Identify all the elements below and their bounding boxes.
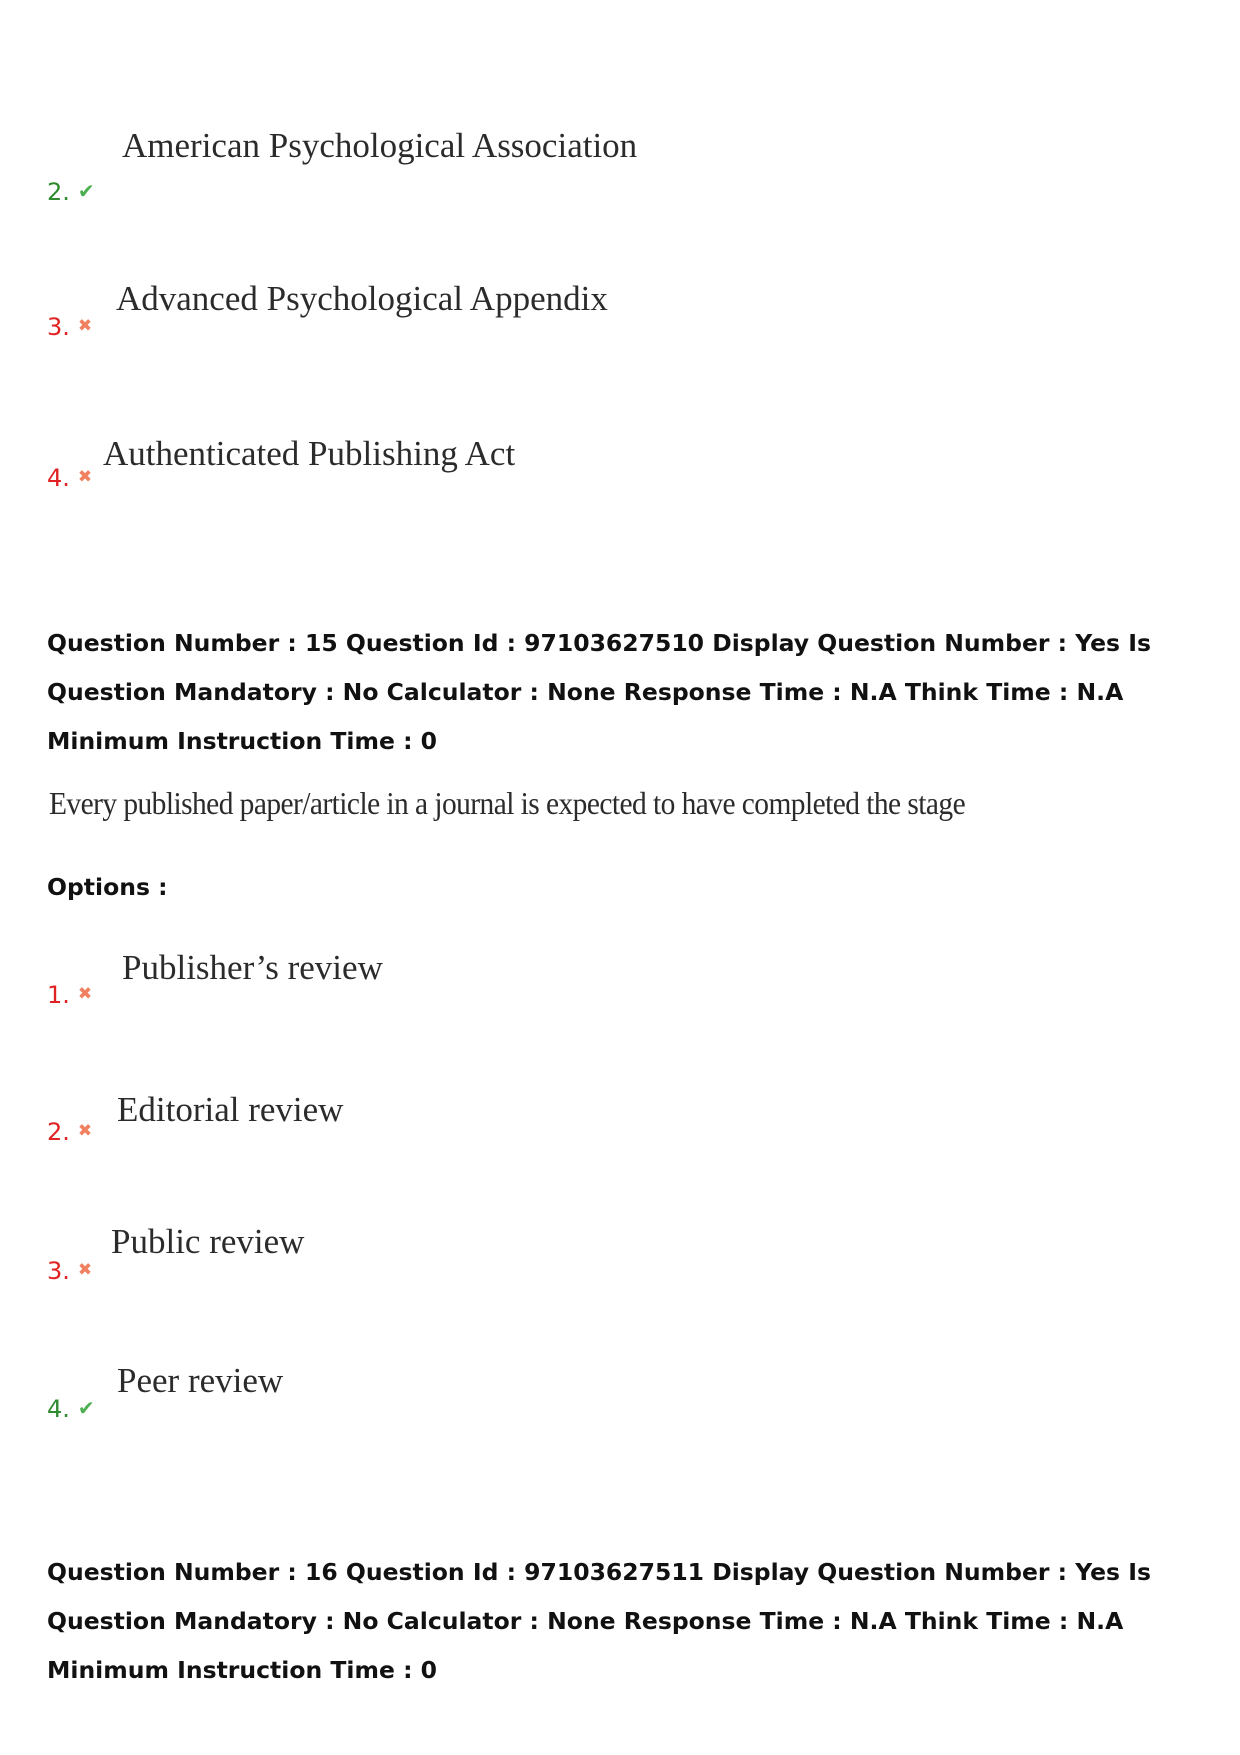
option-text: Publisher’s review bbox=[122, 948, 383, 987]
option-text: Public review bbox=[111, 1222, 305, 1261]
option-number: 2. ✖ bbox=[47, 1118, 93, 1146]
option-text: Peer review bbox=[117, 1361, 284, 1400]
cross-icon: ✖ bbox=[77, 467, 93, 487]
option-number: 3. ✖ bbox=[47, 1257, 93, 1285]
cross-icon: ✖ bbox=[77, 1121, 93, 1141]
check-icon: ✔ bbox=[77, 179, 95, 203]
option-text: Authenticated Publishing Act bbox=[103, 434, 516, 473]
question-16-meta: Question Number : 16 Question Id : 97103627511 Display Question Number : Yes Is Question Mandatory : No Calculator : None Response Time : N.A Think Time : N.A Minimum Instruction Time : 0 bbox=[47, 1558, 1151, 1684]
cross-icon: ✖ bbox=[77, 1260, 93, 1280]
option-number: 2. ✔ bbox=[47, 178, 95, 206]
option-number: 1. ✖ bbox=[47, 981, 93, 1009]
option-number: 4. ✔ bbox=[47, 1395, 95, 1423]
cross-icon: ✖ bbox=[77, 984, 93, 1004]
option-text: Editorial review bbox=[117, 1090, 344, 1129]
option-text: American Psychological Association bbox=[122, 126, 638, 165]
question-15-meta: Question Number : 15 Question Id : 97103627510 Display Question Number : Yes Is Question Mandatory : No Calculator : None Response Time : N.A Think Time : N.A Minimum Instruction Time : 0 bbox=[47, 629, 1151, 755]
option-number: 3. ✖ bbox=[47, 313, 93, 341]
option-number: 4. ✖ bbox=[47, 464, 93, 492]
question-15-text: Every published paper/article in a journal is expected to have completed the stage bbox=[49, 785, 966, 821]
option-text: Advanced Psychological Appendix bbox=[116, 279, 608, 318]
check-icon: ✔ bbox=[77, 1396, 95, 1420]
options-label: Options : bbox=[47, 873, 168, 901]
cross-icon: ✖ bbox=[77, 316, 93, 336]
